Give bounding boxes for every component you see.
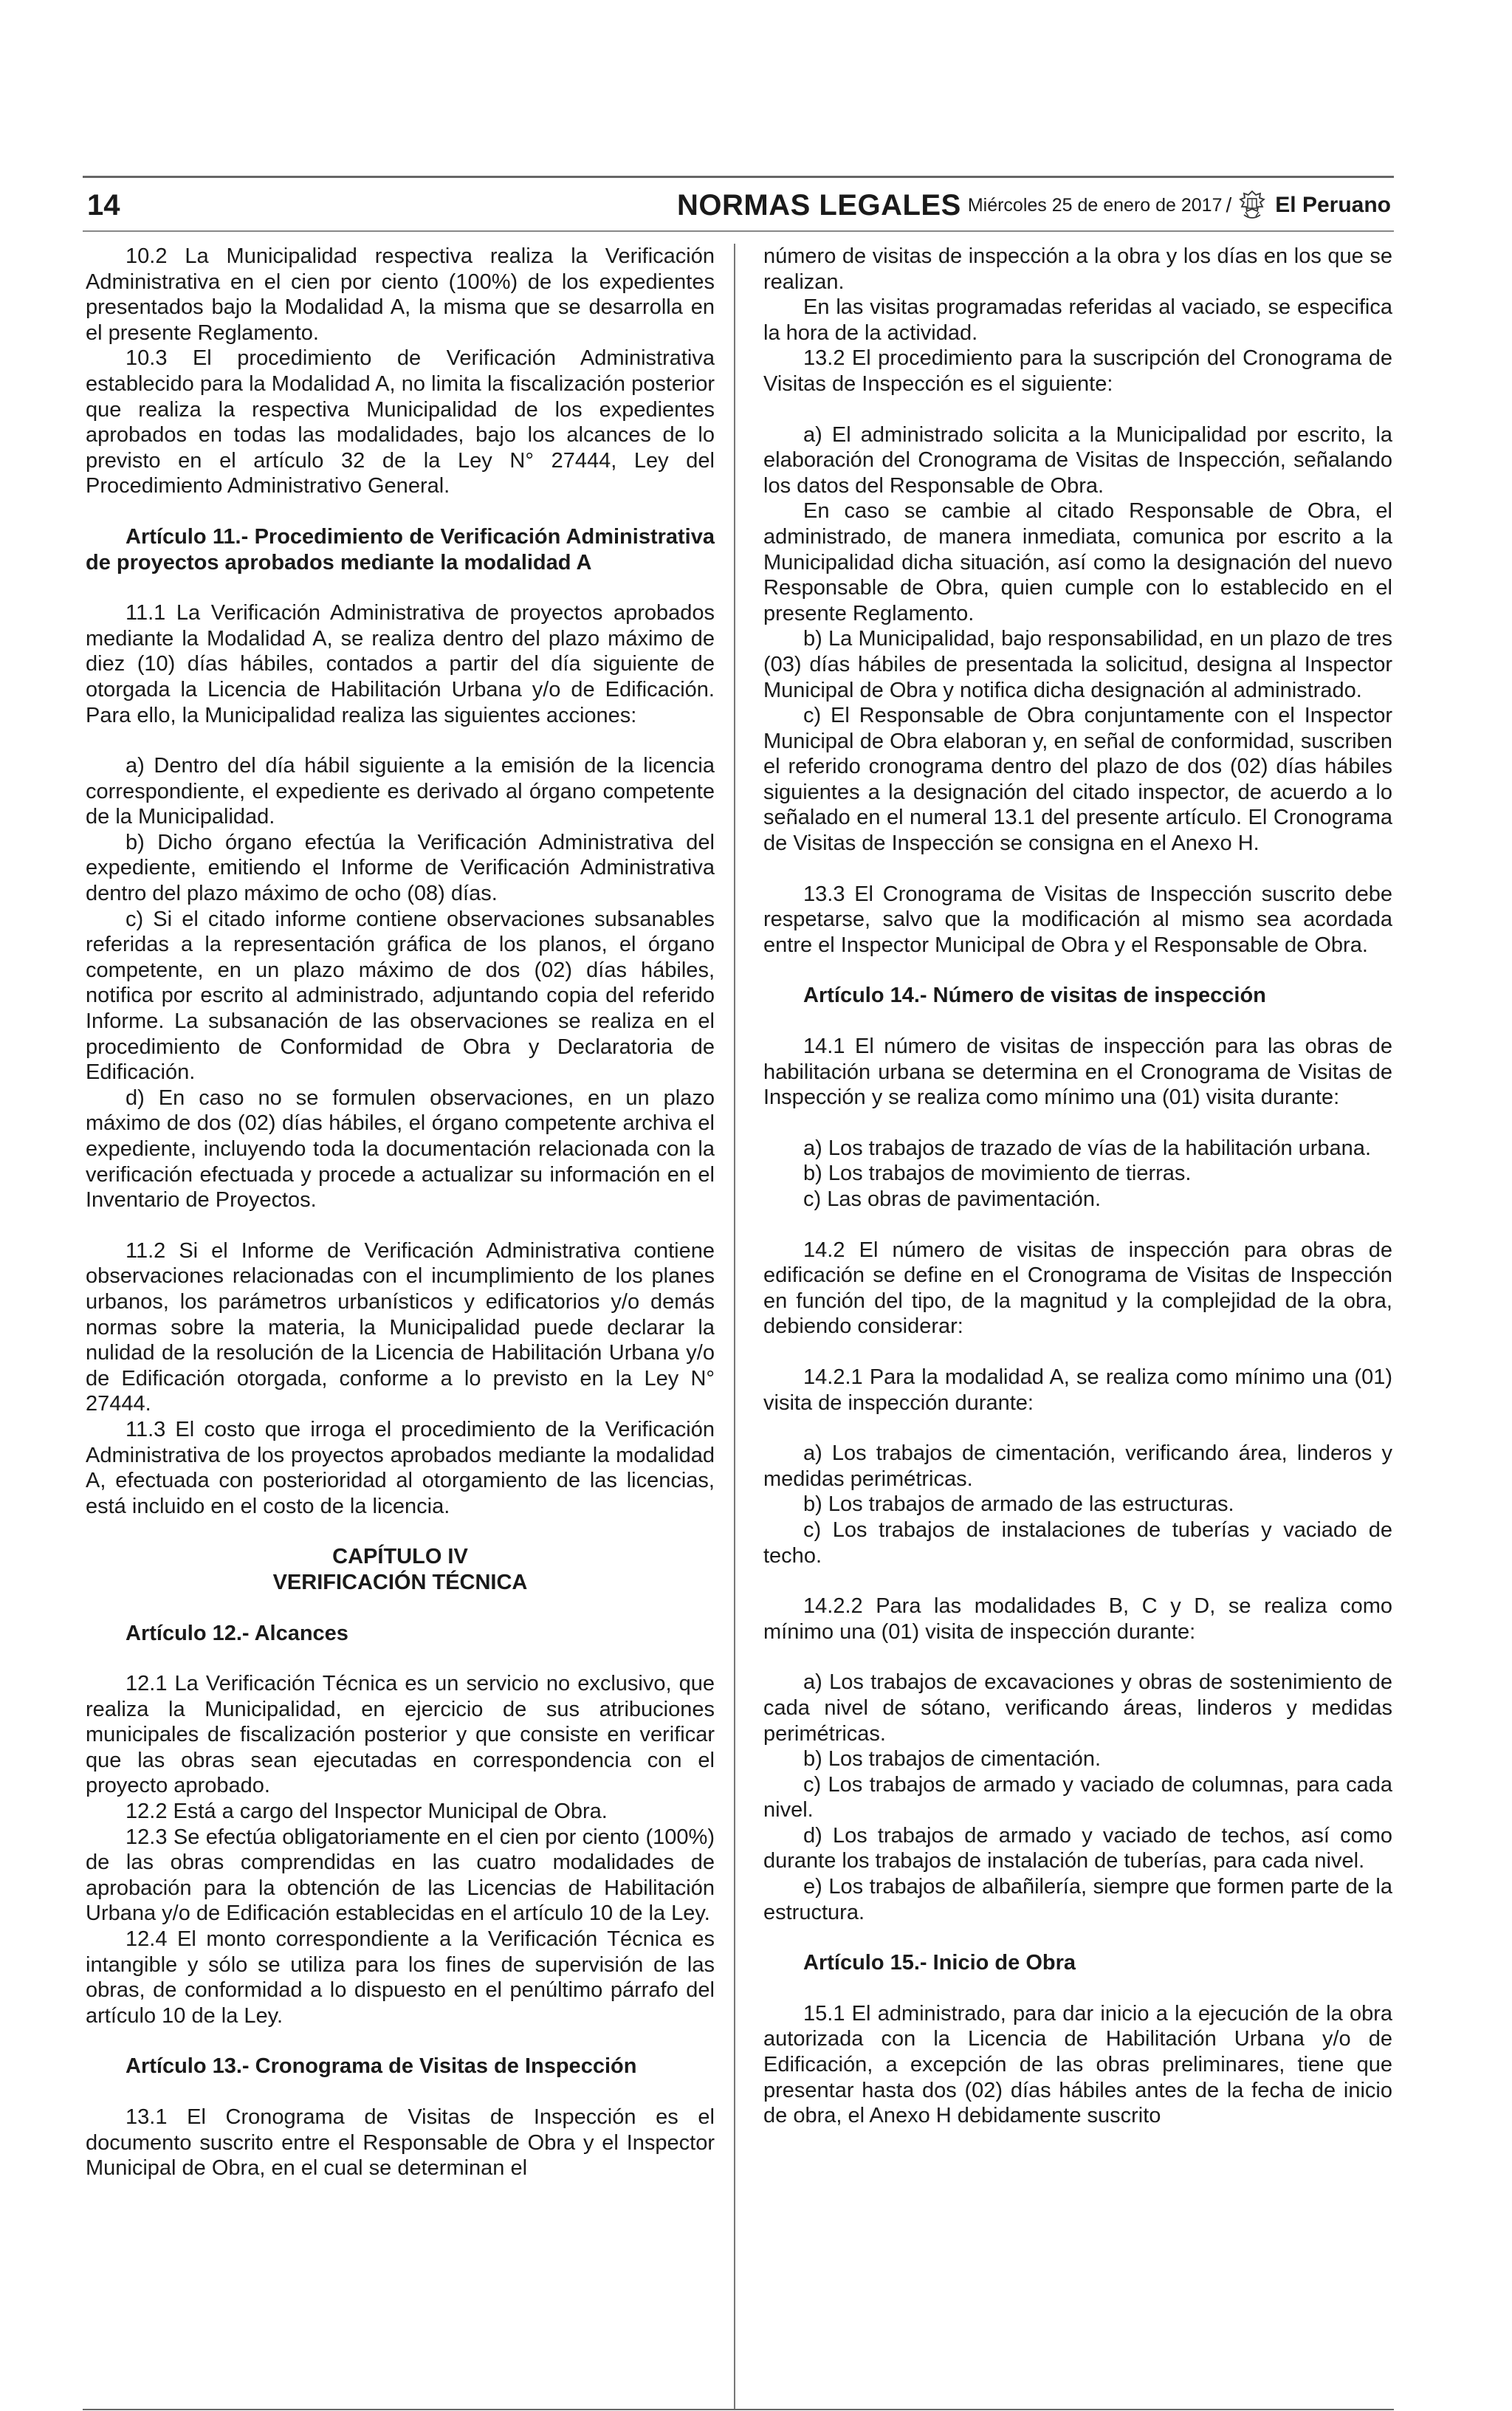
header-date: Miércoles 25 de enero de 2017 xyxy=(967,194,1223,216)
header-right xyxy=(968,186,1391,224)
paragraph-13-3: 13.3 El Cronograma de Visitas de Inspección suscrito debe respetarse, salvo que la modificación al mismo sea acordada entre el Inspector Municipal de Obra y el Responsable de Obra. xyxy=(763,882,1392,957)
paragraph-change-responsible: En caso se cambie al citado Responsable de Obra, el administrado, de manera inmediata, comunica por escrito a la Municipalidad dicha situación, así como la designación del nuevo Responsable de Obra, quien cumple con lo establecido en el presente Reglamento. xyxy=(763,499,1392,625)
list-item-b: b) Los trabajos de armado de las estructuras. xyxy=(803,1492,1234,1517)
list-item-d: d) Los trabajos de armado y vaciado de techos, así como durante los trabajos de instalación de tuberías, para cada nivel. xyxy=(763,1823,1392,1873)
paragraph-11-2: 11.2 Si el Informe de Verificación Administrativa contiene observaciones relacionadas con el incumplimiento de los planes urbanos, los parámetros urbanísticos y edificatorios y/o demás normas sobre la materia, la Municipalidad puede declarar la nulidad de la resolución de la Licencia de Habilitación Urbana y/o de Edificación otorgada, conforme a lo previsto en la Ley N° 27444. xyxy=(86,1238,715,1416)
left-column xyxy=(86,244,715,2181)
column-divider xyxy=(734,244,735,2409)
paragraph-14-2-2: 14.2.2 Para las modalidades B, C y D, se realiza como mínimo una (01) visita de inspección durante: xyxy=(763,1594,1392,1644)
paragraph-11-3: 11.3 El costo que irroga el procedimiento de la Verificación Administrativa de los proyectos aprobados mediante la modalidad A, efectuada con posterioridad al otorgamiento de las licencias, está incluido en el costo de la licencia. xyxy=(86,1417,715,1518)
list-item-a: a) El administrado solicita a la Municipalidad por escrito, la elaboración del Cronograma de Visitas de Inspección, señalando los datos del Responsable de Obra. xyxy=(763,422,1392,498)
chapter-heading xyxy=(86,1544,715,1595)
list-item-b: b) Los trabajos de movimiento de tierras. xyxy=(803,1162,1192,1186)
chapter-number: CAPÍTULO IV xyxy=(332,1545,468,1569)
list-item-c: c) El Responsable de Obra conjuntamente con el Inspector Municipal de Obra elaboran y, en señal de conformidad, suscriben el referido cronograma dentro del plazo de dos (02) días hábiles siguientes a la designación del citado inspector, de acuerdo a lo señalado en el numeral 13.1 del presente artículo. El Cronograma de Visitas de Inspección se consigna en el Anexo H. xyxy=(763,704,1392,856)
list-item-c: c) Si el citado informe contiene observaciones subsanables referidas a la representación gráfica de los planos, el órgano competente, en un plazo máximo de dos (02) días hábiles, notifica por escrito al administrado, adjuntando copia del referido Informe. La subsanación de las observaciones se realiza en el procedimiento de Conformidad de Obra y Declaratoria de Edificación. xyxy=(86,907,715,1085)
list-item-d: d) En caso no se formulen observaciones, en un plazo máximo de dos (02) días hábiles, el órgano competente archiva el expediente, incluyendo toda la documentación relacionada con la verificación efectuada y procede a actualizar su información en el Inventario de Proyectos. xyxy=(86,1086,715,1213)
list-item-a: a) Dentro del día hábil siguiente a la emisión de la licencia correspondiente, el expediente es derivado al órgano competente de la Municipalidad. xyxy=(86,754,715,829)
paragraph-14-2: 14.2 El número de visitas de inspección para obras de edificación se define en el Cronograma de Visitas de Inspección en función del tipo, de la magnitud y la complejidad de la obra, debiendo considerar: xyxy=(763,1238,1392,1339)
paragraph-13-1: 13.1 El Cronograma de Visitas de Inspección es el documento suscrito entre el Responsable de Obra y el Inspector Municipal de Obra, en el cual se determinan el xyxy=(86,2105,715,2181)
list-item-b: b) Dicho órgano efectúa la Verificación Administrativa del expediente, emitiendo el Informe de Verificación Administrativa dentro del plazo máximo de ocho (08) días. xyxy=(86,830,715,906)
list-item-c: c) Los trabajos de instalaciones de tuberías y vaciado de techo. xyxy=(763,1517,1392,1568)
page-header xyxy=(83,186,1394,224)
paragraph-14-2-1: 14.2.1 Para la modalidad A, se realiza como mínimo una (01) visita de inspección durante: xyxy=(763,1365,1392,1415)
list-item-b: b) La Municipalidad, bajo responsabilidad, en un plazo de tres (03) días hábiles de presentada la solicitud, designa al Inspector Municipal de Obra y notifica dicha designación al administrado. xyxy=(763,627,1392,702)
list-item-b: b) Los trabajos de cimentación. xyxy=(803,1747,1101,1772)
paragraph-15-1: 15.1 El administrado, para dar inicio a la ejecución de la obra autorizada con la Licencia de Habilitación Urbana y/o de Edificación, a excepción de las obras preliminares, tiene que presentar hasta dos (02) días hábiles antes de la fecha de inicio de obra, el Anexo H debidamente suscrito xyxy=(763,2001,1392,2128)
paragraph-14-1: 14.1 El número de visitas de inspección para las obras de habilitación urbana se determina en el Cronograma de Visitas de Inspección y se realiza como mínimo una (01) visita durante: xyxy=(763,1035,1392,1110)
chapter-title: VERIFICACIÓN TÉCNICA xyxy=(272,1570,528,1594)
paragraph-12-1: 12.1 La Verificación Técnica es un servicio no exclusivo, que realiza la Municipalidad, en ejercicio de sus atribuciones municipales de fiscalización posterior y que consiste en verificar que las obras sean ejecutadas en correspondencia con el proyecto aprobado. xyxy=(86,1672,715,1798)
paragraph-12-2: 12.2 Está a cargo del Inspector Municipal de Obra. xyxy=(126,1800,608,1824)
header-separator: / xyxy=(1226,193,1232,216)
header-top-rule xyxy=(83,176,1394,178)
newspaper-name: El Peruano xyxy=(1275,193,1391,217)
article-11-heading: Artículo 11.- Procedimiento de Verificación Administrativa de proyectos aprobados mediante la modalidad A xyxy=(86,524,715,575)
paragraph-vaciado: En las visitas programadas referidas al vaciado, se especifica la hora de la actividad. xyxy=(763,295,1392,345)
list-item-a: a) Los trabajos de cimentación, verificando área, linderos y medidas perimétricas. xyxy=(763,1441,1392,1491)
paragraph-12-3: 12.3 Se efectúa obligatoriamente en el cien por ciento (100%) de las obras comprendidas en las cuatro modalidades de aprobación para la obtención de las Licencias de Habilitación Urbana y/o de Edificación establecidas en el artículo 10 de la Ley. xyxy=(86,1825,715,1926)
paragraph-10-2: 10.2 La Municipalidad respectiva realiza la Verificación Administrativa en el cien por ciento (100%) de los expedientes presentados bajo la Modalidad A, la misma que se desarrolla en el presente Reglamento. xyxy=(86,244,715,345)
page-number: 14 xyxy=(87,189,120,222)
list-item-c: c) Las obras de pavimentación. xyxy=(803,1187,1101,1211)
article-15-heading: Artículo 15.- Inicio de Obra xyxy=(803,1951,1076,1975)
paragraph-10-3: 10.3 El procedimiento de Verificación Administrativa establecido para la Modalidad A, no limita la fiscalización posterior que realiza la respectiva Municipalidad de los expedientes aprobados en todas las modalidades, bajo los alcances de lo previsto en el artículo 32 de la Ley N° 27444, Ley del Procedimiento Administrativo General. xyxy=(86,346,715,498)
list-item-a: a) Los trabajos de trazado de vías de la habilitación urbana. xyxy=(803,1136,1371,1160)
header-bottom-rule xyxy=(83,230,1394,232)
list-item-c: c) Los trabajos de armado y vaciado de columnas, para cada nivel. xyxy=(763,1772,1392,1822)
article-14-heading: Artículo 14.- Número de visitas de inspección xyxy=(803,984,1266,1008)
paragraph-13-1-cont: número de visitas de inspección a la obra y los días en los que se realizan. xyxy=(763,244,1392,294)
paragraph-11-1: 11.1 La Verificación Administrativa de proyectos aprobados mediante la Modalidad A, se realiza dentro del plazo máximo de diez (10) días hábiles, contados a partir del día siguiente de otorgada la Licencia de Habilitación Urbana y/o de Edificación. Para ello, la Municipalidad realiza las siguientes acciones: xyxy=(86,601,715,727)
paragraph-13-2: 13.2 El procedimiento para la suscripción del Cronograma de Visitas de Inspección es el siguiente: xyxy=(763,346,1392,396)
section-title: NORMAS LEGALES xyxy=(677,189,961,222)
list-item-a: a) Los trabajos de excavaciones y obras de sostenimiento de cada nivel de sótano, verificando áreas, linderos y medidas perimétricas. xyxy=(763,1670,1392,1746)
list-item-e: e) Los trabajos de albañilería, siempre que formen parte de la estructura. xyxy=(763,1875,1392,1924)
paragraph-12-4: 12.4 El monto correspondiente a la Verificación Técnica es intangible y sólo se utiliza para los fines de supervisión de las obras, de conformidad a lo dispuesto en el penúltimo párrafo del artículo 10 de la Ley. xyxy=(86,1927,715,2028)
coat-of-arms-icon xyxy=(1235,188,1269,222)
right-column xyxy=(763,244,1392,2129)
article-12-heading: Artículo 12.- Alcances xyxy=(126,1621,348,1645)
footer-rule xyxy=(83,2409,1394,2410)
article-13-heading: Artículo 13.- Cronograma de Visitas de Inspección xyxy=(126,2054,637,2079)
